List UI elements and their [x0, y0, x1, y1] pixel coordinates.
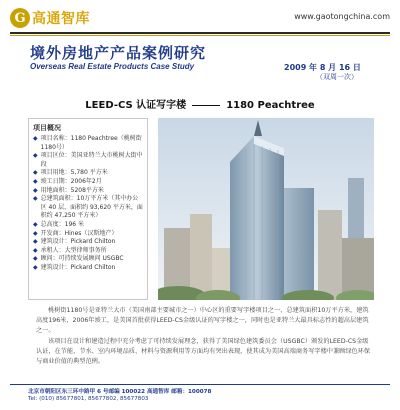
overview-item: ◆ 承租人：大型律师事务所 — [33, 246, 107, 254]
overview-item: ◆ 竣工日期：2006年2月 — [33, 177, 102, 185]
diamond-bullet-icon: ◆ — [33, 152, 38, 160]
project-overview-box — [28, 118, 148, 300]
diamond-bullet-icon: ◆ — [33, 255, 38, 263]
article-title-left: LEED-CS 认证写字楼 — [85, 100, 187, 111]
overview-list — [33, 135, 143, 273]
overview-item: ◆ 总建筑面积：10万平方米（其中办公区 40 层，面积约 93,620 平方米，面积约 47,250 平方米） — [33, 195, 143, 220]
overview-item: ◆ 项目用地：5,780 平方米 — [33, 169, 108, 177]
overview-item: ◆ 建筑设计：Pickard Chilton — [33, 263, 116, 271]
footer-divider — [10, 384, 390, 385]
overview-title: 项目概况 — [33, 124, 61, 132]
diamond-bullet-icon: ◆ — [33, 220, 38, 228]
overview-item: ◆ 项目区位：美国亚特兰大市桃树大街中段 — [33, 152, 143, 168]
diamond-bullet-icon: ◆ — [33, 238, 38, 246]
footer-address: 北京市朝阳区东三环中路甲 6 号邮编 100022 高通智库 邮箱：100078 — [28, 389, 212, 395]
footer-phone: Tel: (010) 85677801, 85677802, 85677803 — [28, 396, 149, 402]
diamond-bullet-icon: ◆ — [33, 246, 38, 254]
header-divider-gold — [10, 35, 390, 36]
skyline-illustration — [158, 118, 374, 300]
report-issue: （双周一次） — [316, 73, 358, 81]
building-left-2 — [190, 214, 212, 300]
diamond-bullet-icon: ◆ — [33, 195, 38, 203]
report-title-en: Overseas Real Estate Products Case Study — [30, 62, 195, 71]
overview-item: ◆ 用地面积：5208平方米 — [33, 186, 104, 194]
diamond-bullet-icon: ◆ — [33, 135, 38, 142]
title-dash — [192, 105, 220, 106]
overview-item: ◆ 项目名称：1180 Peachtree（桃树街1180号） — [33, 135, 142, 151]
report-date: 2009 年 8 月 16 日 — [284, 63, 361, 72]
logo-mark-icon: G — [10, 8, 30, 28]
article-body — [36, 306, 372, 368]
overview-item: ◆ 开发商：Hines（汉斯地产） — [33, 229, 118, 237]
diamond-bullet-icon: ◆ — [33, 169, 38, 177]
diamond-bullet-icon: ◆ — [33, 229, 38, 237]
logo-text: 高通智库 — [32, 11, 90, 27]
article-title — [0, 96, 400, 111]
overview-item: ◆ 总高度：196 米 — [33, 220, 84, 228]
report-footer — [0, 384, 400, 410]
header-divider — [10, 32, 390, 34]
diamond-bullet-icon: ◆ — [33, 263, 38, 271]
diamond-bullet-icon: ◆ — [33, 186, 38, 194]
body-paragraph: 桃树街1180号是亚特兰大市（美国南部主要城市之一）中心区的重要写字楼项目之一，总建筑面积10万平方米，建筑高度196米，2006年竣工，是美国首批获得LEED-CS金级认证的写字楼之一，同时也是亚特兰大最具标志性的超高层建筑之一。 — [36, 307, 369, 334]
body-paragraph: 该项目在设计和建造过程中充分考虑了可持续发展理念，获得了美国绿色建筑委员会（USGBC）颁发的LEED-CS金级认证，在节能、节水、室内环境品质、材料与资源利用等方面均有突出表现，使其成为美国高端商务写字楼中兼顾绿色环保与商业价值的典型范例。 — [36, 338, 371, 365]
report-title-cn: 境外房地产产品案例研究 — [30, 44, 207, 62]
site-url-link[interactable]: www.gaotongchina.com — [294, 12, 390, 21]
secondary-tower — [284, 188, 314, 300]
overview-item: ◆ 建筑设计：Pickard Chilton — [33, 238, 116, 246]
building-photo — [158, 118, 374, 300]
diamond-bullet-icon: ◆ — [33, 177, 38, 185]
article-title-right: 1180 Peachtree — [226, 100, 315, 111]
building-right-3 — [348, 178, 364, 238]
gaotong-logo[interactable] — [10, 6, 90, 30]
building-right-1 — [318, 210, 342, 300]
overview-item: ◆ 顾问：可持续发展顾问 USGBC — [33, 255, 124, 263]
